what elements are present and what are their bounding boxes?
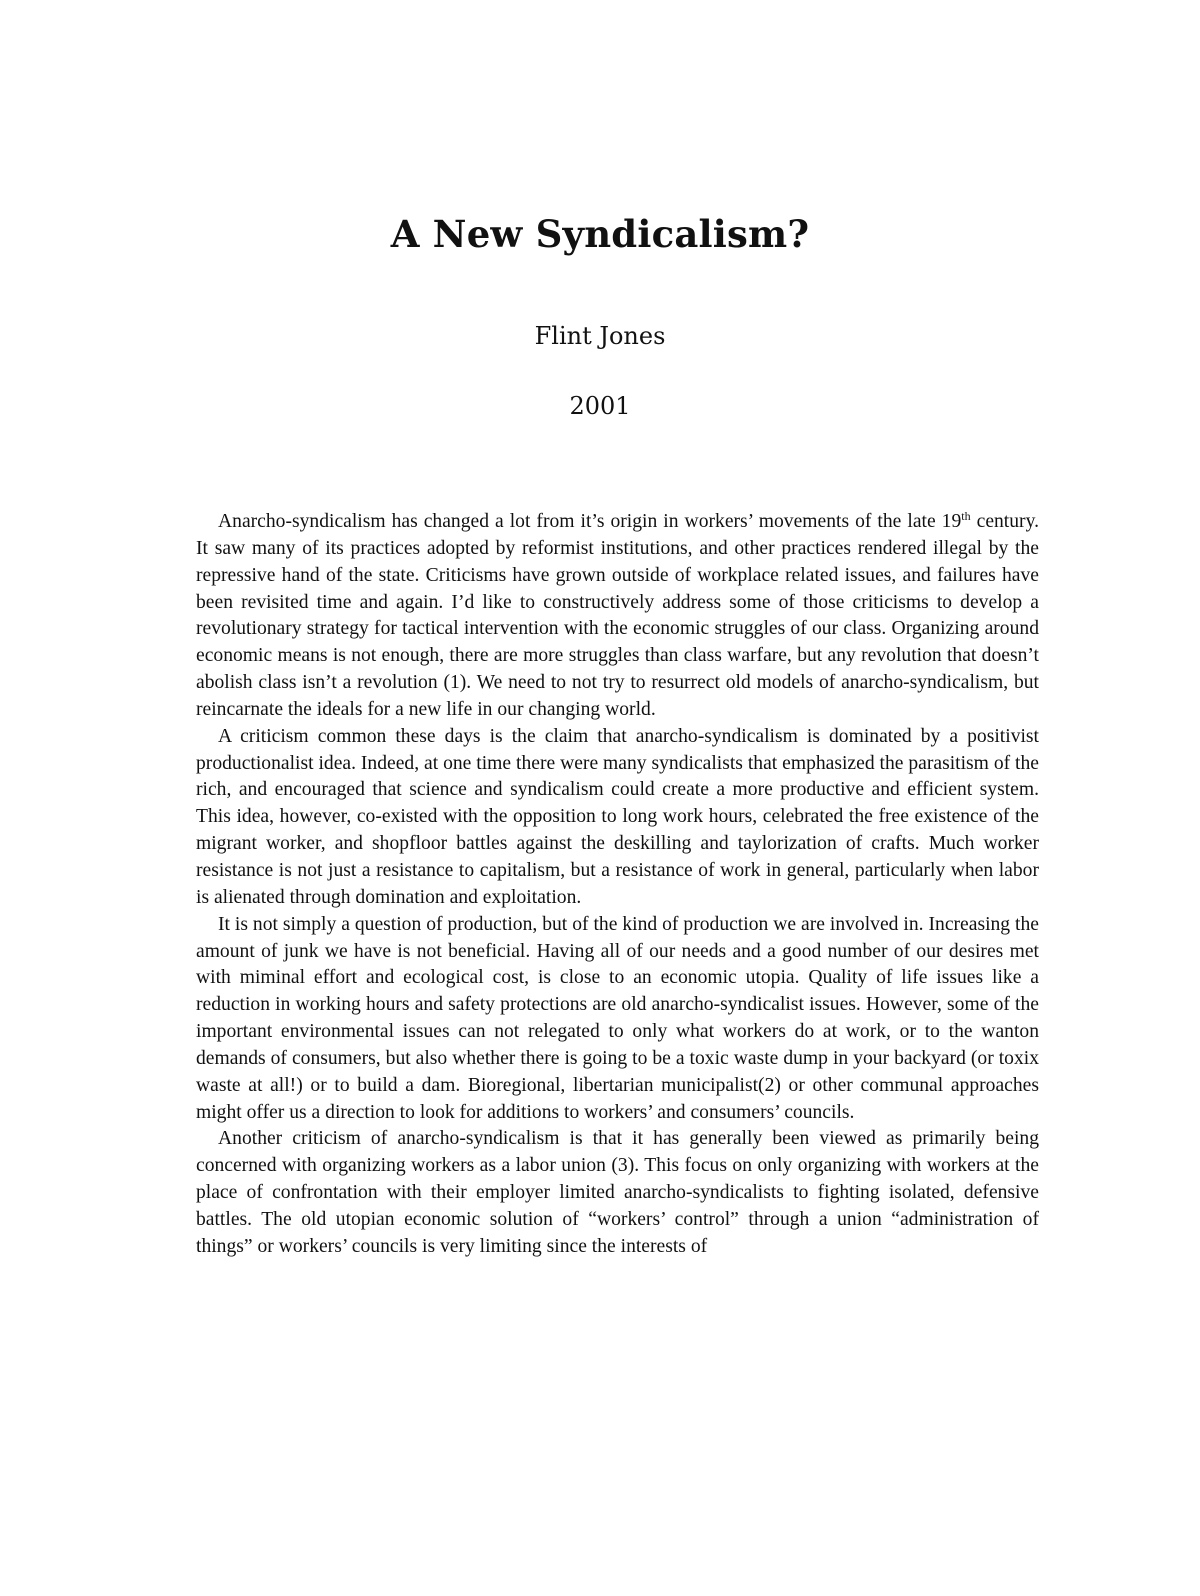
paragraph-4: Another criticism of anarcho-syndicalism is that it has generally been viewed as primarily being concerned with organizing workers as a labor union (3). This focus on only organizing with workers at the place of confrontation with their employer limited anarcho-syndicalists to fighting isolated, defensive battles. The old utopian economic solution of “workers’ control” through a union “administration of things” or workers’ councils is very limiting since the interests of	[196, 1128, 1039, 1257]
body-text	[196, 509, 1039, 1261]
paragraph-1-text-start: Anarcho-syndicalism has changed a lot from it’s origin in workers’ movements of the late 19	[218, 511, 962, 532]
paragraph-1	[196, 509, 1039, 724]
document-year: 2001	[569, 392, 631, 420]
ordinal-superscript: th	[961, 509, 971, 523]
paragraph-2: A criticism common these days is the claim that anarcho-syndicalism is dominated by a positivist productionalist idea. Indeed, at one time there were many syndicalists that emphasized the parasitism of the rich, and encouraged that science and syndicalism could create a more productive and efficient system. This idea, however, co-existed with the opposition to long work hours, celebrated the free existence of the migrant worker, and shopfloor battles against the deskilling and taylorization of crafts. Much worker resistance is not just a resistance to capitalism, but a resistance of work in general, particularly when labor is alienated through domination and exploitation.	[196, 725, 1039, 908]
document-title: A New Syndicalism?	[390, 212, 810, 256]
paragraph-1-text-end: century. It saw many of its practices adopted by reformist institutions, and other practices rendered illegal by the repressive hand of the state. Criticisms have grown outside of workplace related issues, and failures have been revisited time and again. I’d like to constructively address some of those criticisms to develop a revolutionary strategy for tactical intervention with the economic struggles of our class. Organizing around economic means is not enough, there are more struggles than class warfare, but any revolution that doesn’t abolish class isn’t a revolution (1). We need to not try to resurrect old models of anarcho-syndicalism, but reincarnate the ideals for a new life in our changing world.	[196, 511, 1039, 720]
document-author: Flint Jones	[534, 322, 666, 350]
paragraph-3: It is not simply a question of production, but of the kind of production we are involved in. Increasing the amount of junk we have is not beneficial. Having all of our needs and a good number of our desires met with miminal effort and ecological cost, is close to an economic utopia. Quality of life issues like a reduction in working hours and safety protections are old anarcho-syndicalist issues. However, some of the important environmental issues can not relegated to only what workers do at work, or to the wanton demands of consumers, but also whether there is going to be a toxic waste dump in your backyard (or toxix waste at all!) or to build a dam. Bioregional, libertarian municipalist(2) or other communal approaches might offer us a direction to look for additions to workers’ and consumers’ councils.	[196, 913, 1039, 1123]
